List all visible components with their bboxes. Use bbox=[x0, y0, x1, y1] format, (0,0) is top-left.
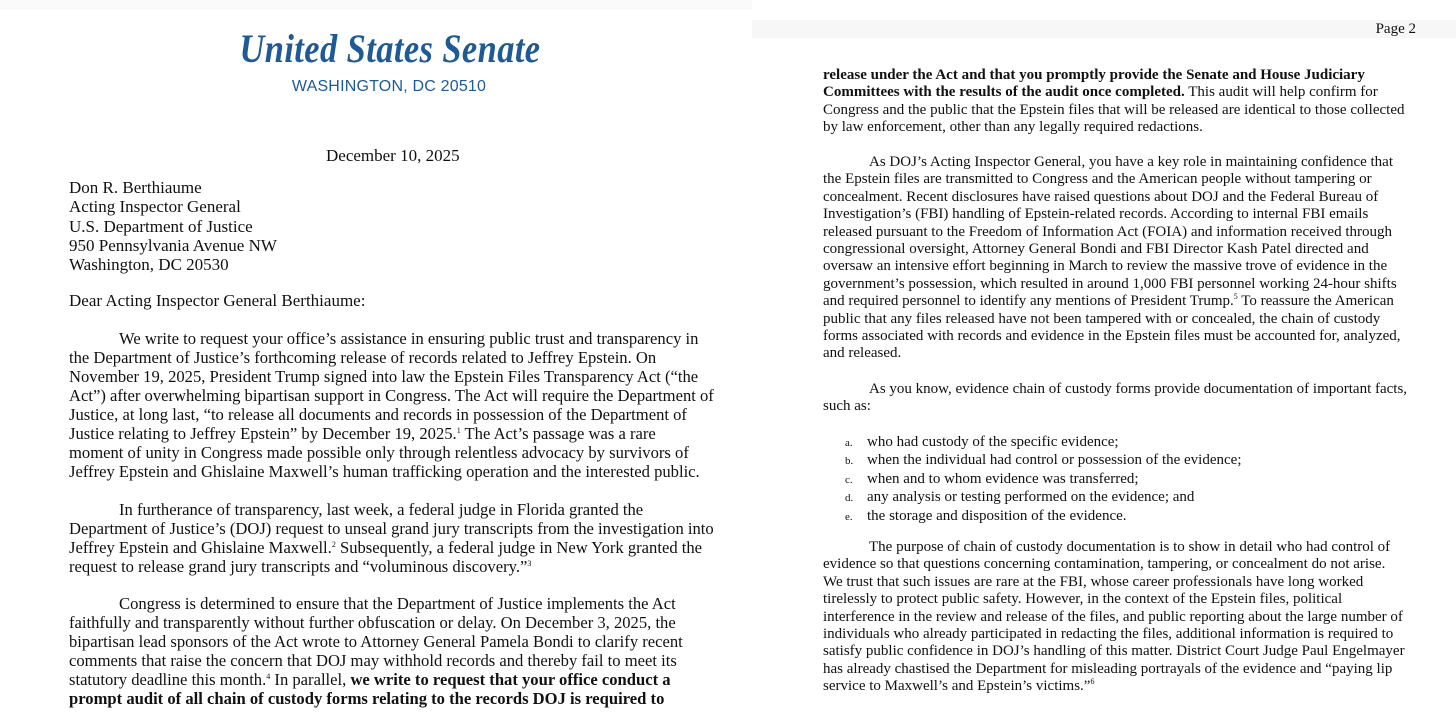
recipient-street: 950 Pennsylvania Avenue NW bbox=[69, 235, 277, 255]
footnote-marker: 1 bbox=[456, 426, 461, 436]
salutation: Dear Acting Inspector General Berthiaume: bbox=[69, 291, 366, 310]
letterhead-title: United States Senate bbox=[239, 26, 541, 71]
custody-facts-list bbox=[823, 434, 1242, 526]
text-line: concealment. Recent disclosures have raised questions about DOJ and the Federal Bureau of bbox=[823, 188, 1379, 205]
list-item bbox=[823, 471, 1242, 489]
text-line: Investigation’s (FBI) handling of Epstein-related records. According to internal FBI emails bbox=[823, 206, 1369, 223]
text-line: the Department of Justice’s forthcoming release of records related to Jeffrey Epstein. On bbox=[69, 348, 657, 368]
bold-request-text: Committees with the results of the audit once completed. bbox=[823, 84, 1185, 101]
text-line: We trust that such issues are rare at the FBI, whose career professionals have long worked bbox=[823, 573, 1364, 590]
text-line: individuals who already participated in redacting the files, additional information is required to bbox=[823, 626, 1394, 643]
bold-request-text: we write to request that your office conduct a bbox=[350, 670, 671, 690]
list-marker: e. bbox=[845, 510, 853, 523]
letter-page-2 bbox=[752, 0, 1456, 726]
text-line: public that any files released have not been tampered with or concealed, the chain of custody bbox=[823, 310, 1381, 327]
text-fragment: Justice relating to Jeffrey Epstein” by December 19, 2025. bbox=[69, 424, 457, 444]
list-item bbox=[823, 489, 1242, 507]
text-line: As you know, evidence chain of custody forms provide documentation of important facts, bbox=[869, 381, 1408, 397]
list-marker: a. bbox=[845, 437, 853, 449]
page-number: Page 2 bbox=[1375, 21, 1416, 37]
text-line: faithfully and transparently without further obfuscation or delay. On December 3, 2025, the bbox=[69, 613, 676, 633]
text-line: has already chastised the Department for misleading portrayals of the evidence and “paying lip bbox=[823, 660, 1393, 677]
text-fragment: Subsequently, a federal judge in New York granted the bbox=[335, 538, 703, 558]
footnote-marker: 4 bbox=[266, 672, 271, 682]
list-item bbox=[823, 452, 1242, 470]
list-item-text: when and to whom evidence was transferred; bbox=[867, 470, 1139, 487]
text-line: such as: bbox=[823, 398, 871, 415]
text-line bbox=[823, 67, 1404, 84]
text-line bbox=[823, 84, 1404, 101]
list-marker: b. bbox=[845, 455, 854, 468]
text-line: the Epstein files are transmitted to Congress and the American people without tampering or bbox=[823, 171, 1372, 188]
page-edge-shading bbox=[752, 20, 1456, 38]
text-line: Justice, at long last, “to release all documents and records in possession of the Department of bbox=[69, 405, 687, 425]
text-line: comments that raise the concern that DOJ may withhold records and thereby fail to meet its bbox=[69, 651, 677, 671]
text-fragment: This audit will help confirm for bbox=[1184, 84, 1378, 101]
text-line: Congress and the public that the Epstein files that will be released are identical to those collected bbox=[823, 101, 1405, 118]
text-line: Act”) after overwhelming bipartisan support in Congress. The Act will require the Department of bbox=[69, 386, 714, 406]
recipient-city: Washington, DC 20530 bbox=[69, 255, 229, 275]
list-item-text: when the individual had control or possession of the evidence; bbox=[867, 452, 1242, 469]
text-line: tirelessly to protect public safety. However, in the context of the Epstein files, political bbox=[823, 591, 1343, 608]
paragraph-purpose bbox=[823, 539, 1405, 696]
list-item-text: the storage and disposition of the evidence. bbox=[867, 507, 1127, 524]
text-fragment: The Act’s passage was a rare bbox=[460, 424, 656, 444]
list-item-text: any analysis or testing performed on the evidence; and bbox=[867, 489, 1195, 506]
list-item bbox=[823, 434, 1242, 452]
text-line: satisfy public confidence in DOJ’s handling of this matter. District Court Judge Paul Engelmayer bbox=[823, 643, 1405, 660]
recipient-name: Don R. Berthiaume bbox=[69, 178, 202, 197]
text-line bbox=[69, 689, 683, 708]
text-line: In furtherance of transparency, last week, a federal judge in Florida granted the bbox=[119, 500, 644, 519]
text-line: The purpose of chain of custody documentation is to show in detail who had control of bbox=[869, 539, 1391, 555]
footnote-marker: 5 bbox=[1233, 292, 1238, 302]
text-line: moment of unity in Congress made possible only through relentless advocacy by survivors of bbox=[69, 443, 689, 463]
text-line: bipartisan lead sponsors of the Act wrote to Attorney General Pamela Bondi to clarify recent bbox=[69, 632, 683, 652]
text-fragment: Jeffrey Epstein and Ghislaine Maxwell. bbox=[69, 538, 332, 558]
paragraph-1 bbox=[69, 329, 714, 481]
paragraph-continuation bbox=[823, 67, 1404, 137]
text-line: government’s possession, which resulted in around 1,000 FBI personnel working 24-hour shifts bbox=[823, 275, 1397, 292]
list-item bbox=[823, 508, 1242, 526]
text-fragment: service to Maxwell’s and Epstein’s victims.” bbox=[823, 678, 1091, 695]
text-line: interference in the review and release of the files, and public reporting about the large number of bbox=[823, 608, 1403, 625]
text-line: evidence so that questions concerning contamination, tampering, or concealment do not arise. bbox=[823, 556, 1386, 573]
text-fragment: In parallel, bbox=[270, 670, 351, 690]
text-line bbox=[823, 293, 1401, 310]
text-line: oversaw an intensive effort beginning in March to review the massive trove of evidence in the bbox=[823, 258, 1388, 275]
letter-date: December 10, 2025 bbox=[326, 146, 460, 165]
footnote-marker: 3 bbox=[527, 559, 532, 569]
text-line: Department of Justice’s (DOJ) request to unseal grand jury transcripts from the investigation into bbox=[69, 519, 714, 539]
text-line bbox=[69, 538, 714, 557]
text-line: Congress is determined to ensure that the Department of Justice implements the Act bbox=[119, 594, 676, 613]
text-line bbox=[69, 424, 714, 443]
paragraph-chain-of-custody-intro bbox=[823, 381, 1407, 416]
text-line: congressional oversight, Attorney General Bondi and FBI Director Kash Patel directed and bbox=[823, 241, 1369, 258]
text-line: forms associated with records and evidence in the Epstein files must be accounted for, analyzed, bbox=[823, 328, 1401, 345]
text-line: As DOJ’s Acting Inspector General, you have a key role in maintaining confidence that bbox=[869, 154, 1394, 170]
text-line bbox=[823, 678, 1405, 695]
recipient-title: Acting Inspector General bbox=[69, 197, 241, 217]
text-fragment: To reassure the American bbox=[1237, 293, 1394, 310]
text-fragment: statutory deadline this month. bbox=[69, 670, 267, 690]
text-line bbox=[69, 557, 714, 576]
paragraph-3 bbox=[69, 594, 683, 708]
recipient-organization: U.S. Department of Justice bbox=[69, 216, 253, 236]
bold-request-text: prompt audit of all chain of custody forms relating to the records DOJ is required to bbox=[69, 689, 665, 709]
page-edge-shading bbox=[0, 0, 752, 10]
text-line: by law enforcement, other than any legally required redactions. bbox=[823, 119, 1203, 136]
bold-request-text: release under the Act and that you promptly provide the Senate and House Judiciary bbox=[823, 67, 1365, 83]
letterhead-address: WASHINGTON, DC 20510 bbox=[291, 78, 487, 95]
list-marker: c. bbox=[845, 473, 853, 486]
paragraph-2 bbox=[69, 500, 714, 576]
text-line: and released. bbox=[823, 345, 902, 362]
text-line: Jeffrey Epstein and Ghislaine Maxwell’s human trafficking operation and the interested public. bbox=[69, 462, 700, 482]
text-line: We write to request your office’s assistance in ensuring public trust and transparency in bbox=[119, 329, 699, 348]
text-line: released pursuant to the Freedom of Information Act (FOIA) and information received through bbox=[823, 223, 1392, 240]
list-marker: d. bbox=[845, 492, 854, 505]
text-line bbox=[69, 670, 683, 689]
footnote-marker: 2 bbox=[331, 540, 336, 550]
text-fragment: request to release grand jury transcripts and “voluminous discovery.” bbox=[69, 557, 528, 577]
footnote-marker: 6 bbox=[1090, 677, 1095, 687]
text-fragment: and required personnel to identify any mentions of President Trump. bbox=[823, 293, 1234, 310]
recipient-address-block bbox=[69, 178, 277, 274]
list-item-text: who had custody of the specific evidence; bbox=[867, 434, 1119, 450]
text-line: November 19, 2025, President Trump signed into law the Epstein Files Transparency Act (“the bbox=[69, 367, 699, 387]
paragraph-inspector-role bbox=[823, 154, 1401, 363]
